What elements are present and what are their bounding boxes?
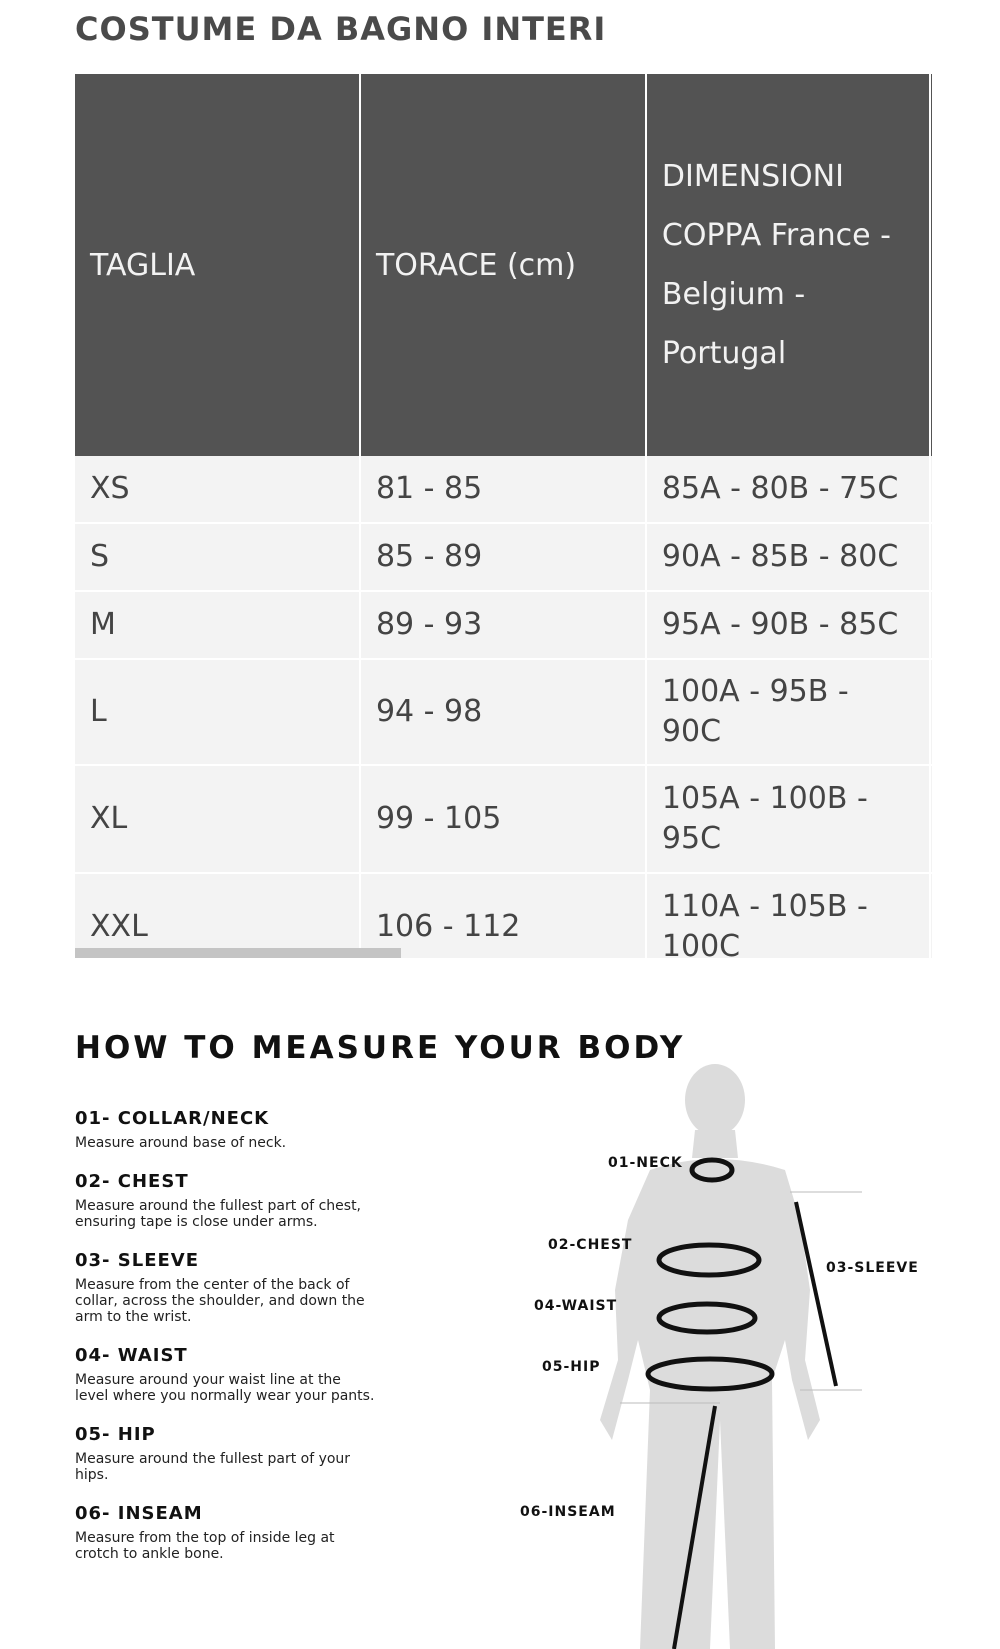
step-neck <box>75 1108 375 1151</box>
step-title: 05- HIP <box>75 1424 156 1445</box>
cell-chest: 85 - 89 <box>361 524 645 592</box>
label-inseam: 06-INSEAM <box>520 1504 616 1520</box>
body-silhouette-icon <box>500 1060 940 1649</box>
cell-size: XXL <box>75 874 359 958</box>
cell-cup: 110A - 105B - 100C <box>647 874 929 958</box>
cell-size: XS <box>75 456 359 524</box>
cell-cup: 90A - 85B - 80C <box>647 524 929 592</box>
cell-extra <box>931 524 932 592</box>
header-chest: TORACE (cm) <box>361 74 645 456</box>
step-title: 04- WAIST <box>75 1345 188 1366</box>
cell-chest: 94 - 98 <box>361 660 645 766</box>
step-description: Measure from the center of the back of collar, across the shoulder, and down the arm to the wrist. <box>75 1277 365 1325</box>
table-row <box>75 660 932 766</box>
size-table-container[interactable] <box>75 74 932 958</box>
step-title: 02- CHEST <box>75 1171 189 1192</box>
cell-chest: 89 - 93 <box>361 592 645 660</box>
cell-cup: 100A - 95B - 90C <box>647 660 929 766</box>
cell-size: XL <box>75 766 359 874</box>
table-row <box>75 524 932 592</box>
header-extra <box>931 74 932 456</box>
cell-extra <box>931 456 932 524</box>
table-header-row <box>75 74 932 456</box>
step-inseam <box>75 1503 375 1562</box>
scrollbar-thumb[interactable] <box>75 948 401 958</box>
step-title: 03- SLEEVE <box>75 1250 200 1271</box>
cell-extra <box>931 660 932 766</box>
cell-extra <box>931 592 932 660</box>
step-sleeve <box>75 1250 375 1325</box>
table-row <box>75 592 932 660</box>
body-measure-figure <box>500 1060 940 1649</box>
size-table <box>75 74 932 958</box>
step-description: Measure around base of neck. <box>75 1135 287 1151</box>
cell-size: L <box>75 660 359 766</box>
step-title: 01- COLLAR/NECK <box>75 1108 270 1129</box>
cell-extra <box>931 874 932 958</box>
step-waist <box>75 1345 375 1404</box>
step-description: Measure around your waist line at the level where you normally wear your pants. <box>75 1372 375 1404</box>
cell-chest: 99 - 105 <box>361 766 645 874</box>
cell-size: S <box>75 524 359 592</box>
measure-steps <box>75 1108 375 1578</box>
cell-size: M <box>75 592 359 660</box>
label-neck: 01-NECK <box>608 1155 683 1171</box>
label-waist: 04-WAIST <box>534 1298 618 1314</box>
step-title: 06- INSEAM <box>75 1503 203 1524</box>
measure-section-title: HOW TO MEASURE YOUR BODY <box>75 1030 686 1066</box>
table-horizontal-scrollbar[interactable] <box>75 948 932 958</box>
cell-cup: 95A - 90B - 85C <box>647 592 929 660</box>
cell-extra <box>931 766 932 874</box>
step-description: Measure from the top of inside leg at crotch to ankle bone. <box>75 1530 335 1562</box>
table-row <box>75 874 932 958</box>
cell-cup: 105A - 100B - 95C <box>647 766 929 874</box>
table-row <box>75 456 932 524</box>
cell-cup: 85A - 80B - 75C <box>647 456 929 524</box>
cell-chest: 81 - 85 <box>361 456 645 524</box>
cell-chest: 106 - 112 <box>361 874 645 958</box>
page-title: COSTUME DA BAGNO INTERI <box>75 10 607 48</box>
label-chest: 02-CHEST <box>548 1237 633 1253</box>
header-cup: DIMENSIONI COPPA France - Belgium - Portugal <box>647 74 929 456</box>
header-size: TAGLIA <box>75 74 359 456</box>
step-chest <box>75 1171 375 1230</box>
step-description: Measure around the fullest part of your hips. <box>75 1451 351 1483</box>
table-row <box>75 766 932 874</box>
step-hip <box>75 1424 375 1483</box>
label-sleeve: 03-SLEEVE <box>826 1260 919 1276</box>
step-description: Measure around the fullest part of chest, ensuring tape is close under arms. <box>75 1198 362 1230</box>
label-hip: 05-HIP <box>542 1359 601 1375</box>
